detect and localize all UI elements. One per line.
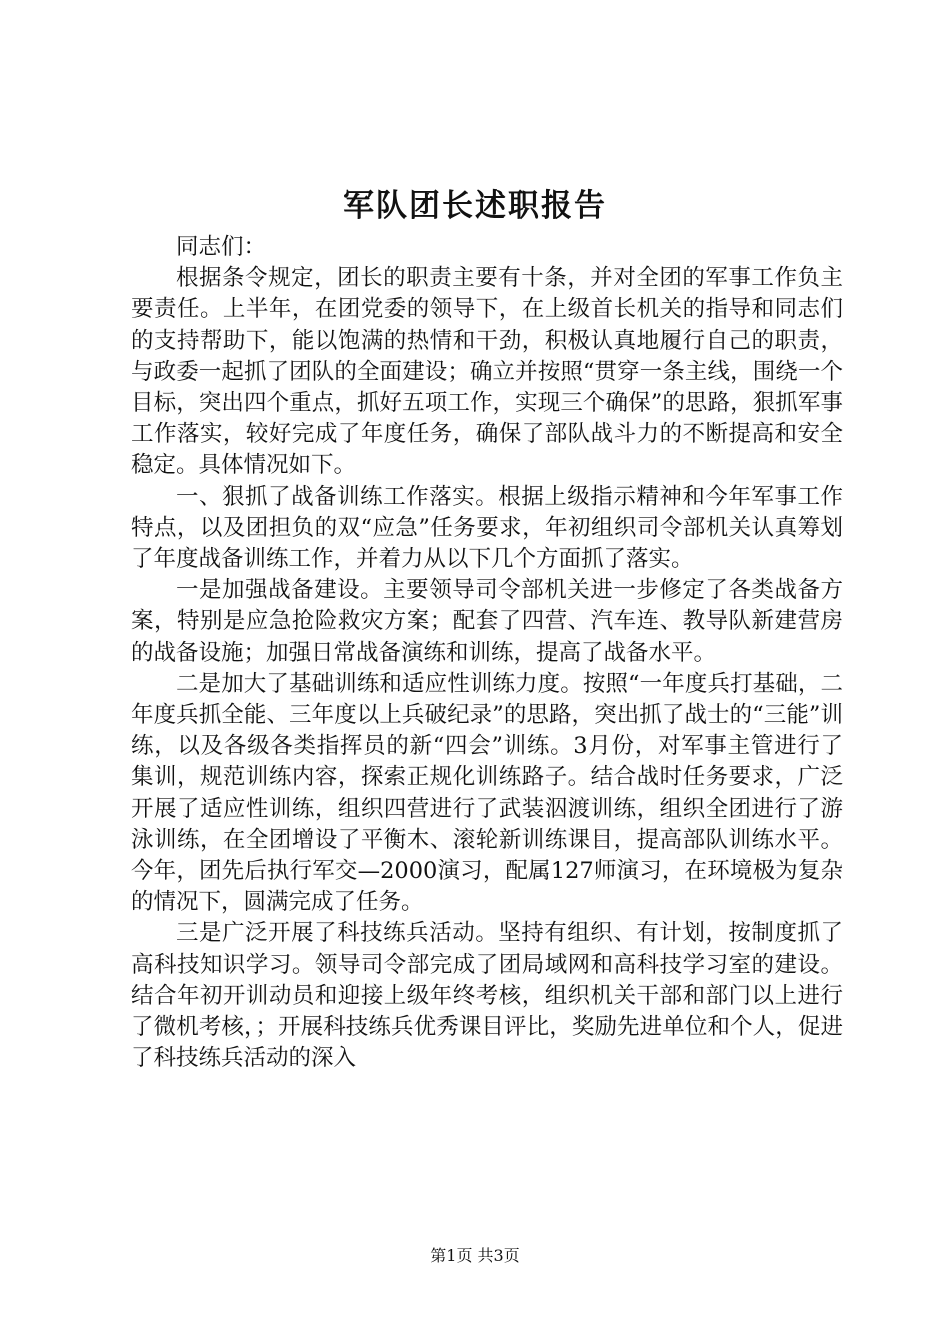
paragraph: 一是加强战备建设。主要领导司令部机关进一步修定了各类战备方案，特别是应急抢险救灾方案；配套了四营、汽车连、教导队新建营房的战备设施；加强日常战备演练和训练，提高了战备水平。 <box>131 577 843 666</box>
paragraph: 一、狠抓了战备训练工作落实。根据上级指示精神和今年军事工作特点，以及团担负的双“应急”任务要求，年初组织司令部机关认真筹划了年度战备训练工作，并着力从以下几个方面抓了落实。 <box>131 483 843 573</box>
document-body <box>131 232 843 1074</box>
document-title: 军队团长述职报告 <box>343 188 607 224</box>
paragraph-salutation: 同志们： <box>176 234 267 260</box>
page-number-footer: 第1页 共3页 <box>430 1246 520 1265</box>
paragraph: 三是广泛开展了科技练兵活动。坚持有组织、有计划，按制度抓了高科技知识学习。领导司令部完成了团局域网和高科技学习室的建设。结合年初开训动员和迎接上级年终考核，组织机关干部和部门以上进行了微机考核，；开展科技练兵优秀课目评比，奖励先进单位和个人，促进了科技练兵活动的深入 <box>131 920 843 1072</box>
paragraph: 根据条令规定，团长的职责主要有十条，并对全团的军事工作负主要责任。上半年，在团党委的领导下，在上级首长机关的指导和同志们的支持帮助下，能以饱满的热情和干劲，积极认真地履行自己的职责，与政委一起抓了团队的全面建设；确立并按照“贯穿一条主线，围绕一个目标，突出四个重点，抓好五项工作，实现三个确保”的思路，狠抓军事工作落实，较好完成了年度任务，确保了部队战斗力的不断提高和安全稳定。具体情况如下。 <box>131 265 843 479</box>
paragraph: 二是加大了基础训练和适应性训练力度。按照“一年度兵打基础，二年度兵抓全能、三年度以上兵破纪录”的思路，突出抓了战士的“三能”训练，以及各级各类指挥员的新“四会”训练。3月份，对军事主管进行了集训，规范训练内容，探索正规化训练路子。结合战时任务要求，广泛开展了适应性训练，组织四营进行了武装泅渡训练，组织全团进行了游泳训练，在全团增设了平衡木、滚轮新训练课目，提高部队训练水平。今年，团先后执行军交—2000演习，配属127师演习，在环境极为复杂的情况下，圆满完成了任务。 <box>131 670 843 916</box>
